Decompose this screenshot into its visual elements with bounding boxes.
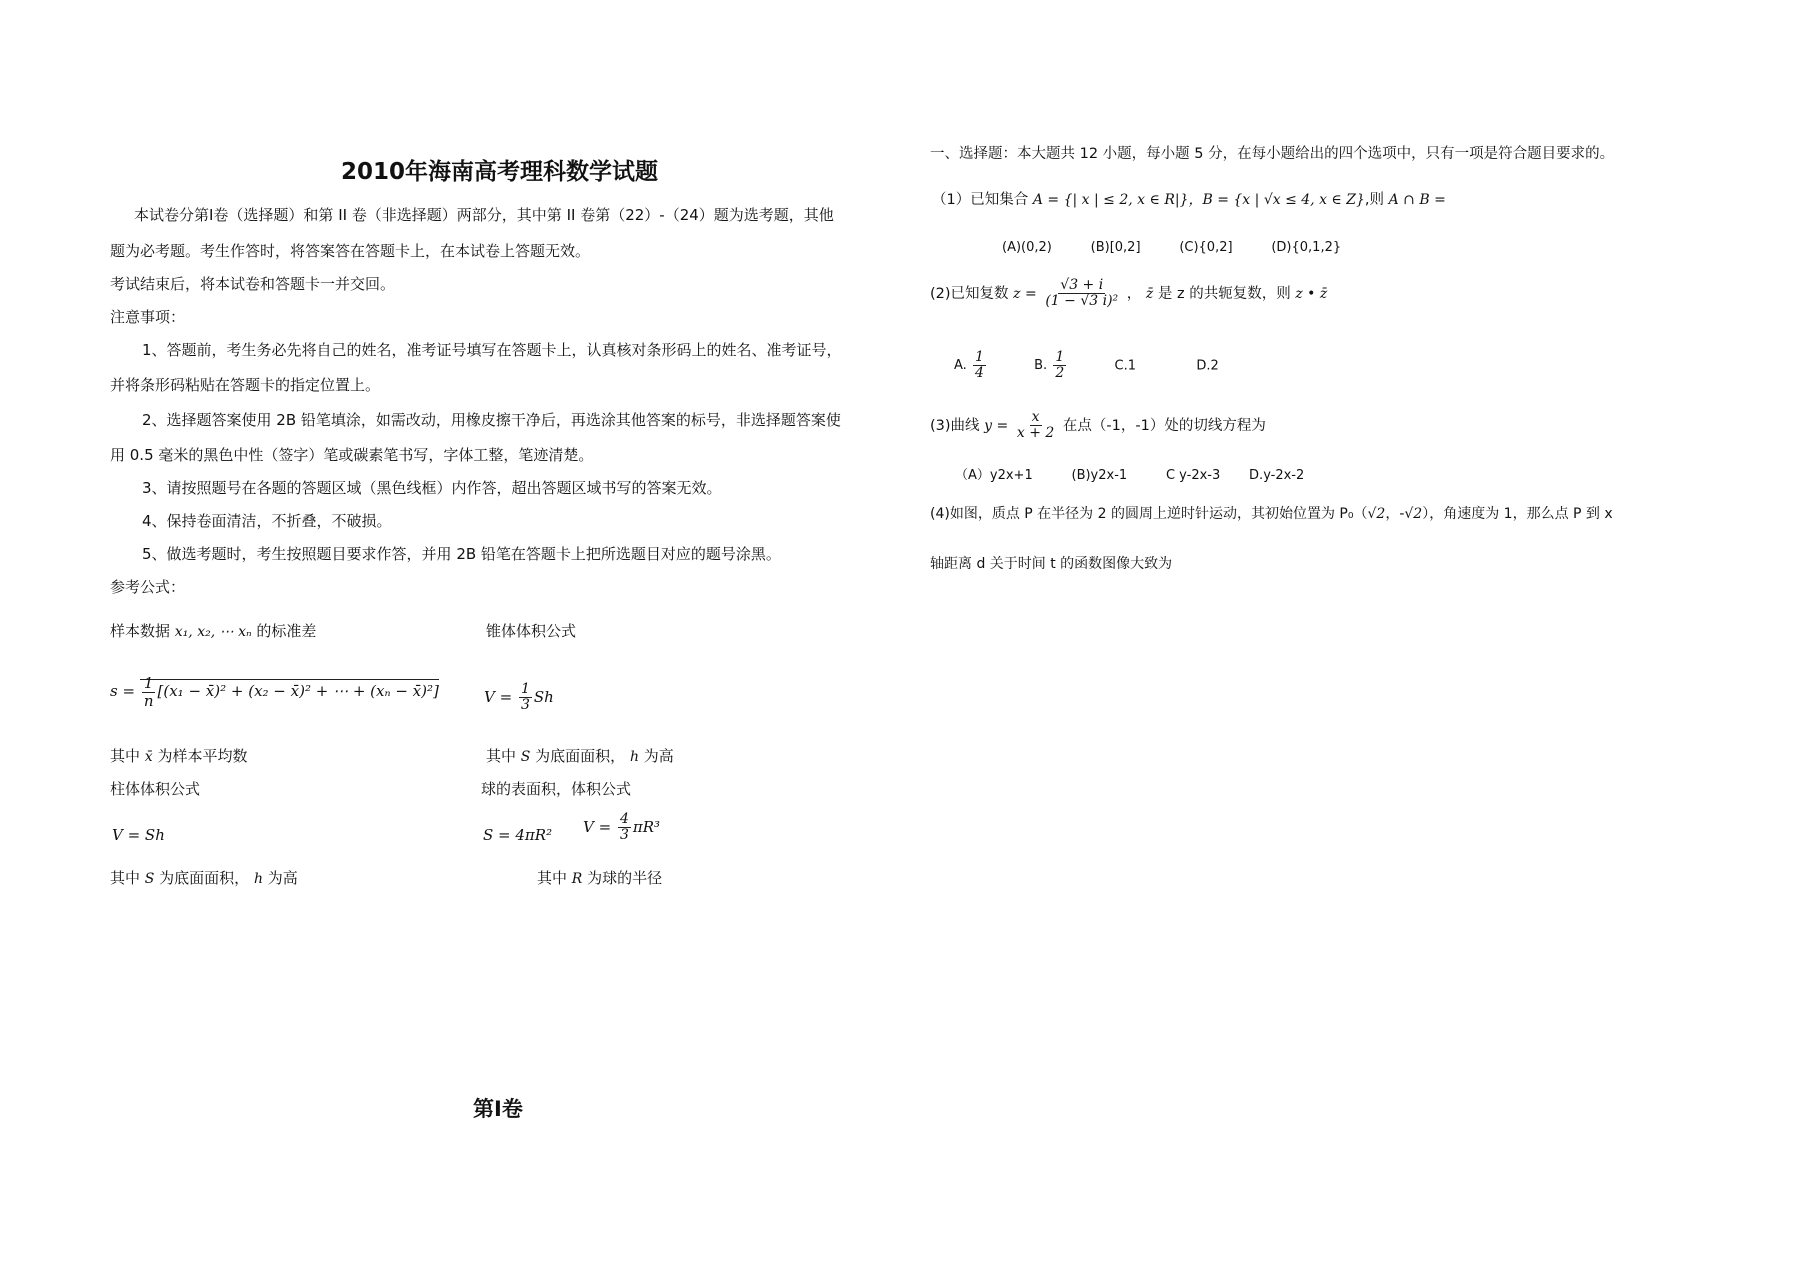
- intro-line-3: 考试结束后，将本试卷和答题卡一并交回。: [110, 275, 396, 293]
- question-4-line-1: (4)如图，质点 P 在半径为 2 的圆周上逆时针运动，其初始位置为 P₀（√2，-√2），角速度为 1，那么点 P 到 x: [930, 506, 1613, 522]
- question-1: （1）已知集合 A = {| x | ≤ 2, x ∈ R|}，B = {x | √x ≤ 4, x ∈ Z},则 A ∩ B =: [932, 192, 1446, 208]
- intro-line-2: 题为必考题。考生作答时，将答案答在答题卡上，在本试卷上答题无效。: [110, 242, 591, 260]
- cone-label: 锥体体积公式: [486, 622, 577, 640]
- page-title: 2010年海南高考理科数学试题: [341, 159, 659, 185]
- mean-note: 其中 x̄ 为样本平均数: [110, 747, 248, 765]
- q3-choice-a[interactable]: （A）y2x+1: [955, 468, 1033, 483]
- question-3-choices: [955, 464, 1338, 483]
- prism-formula: V = Sh: [112, 826, 165, 844]
- prism-note: 其中 S 为底面面积， h 为高: [110, 869, 298, 887]
- q2-choice-b[interactable]: B. $\frac{1}{2}$: [1034, 349, 1065, 382]
- cone-formula: V = $\frac{1}{3}$ Sh: [484, 681, 554, 714]
- question-2: (2)已知复数 z = $\frac{√3 + i}{\text{(1 − √3 i)²}}$ ， z̄ 是 z 的共轭复数，则 z • z̄: [930, 277, 1328, 310]
- intro-line-1: 本试卷分第Ⅰ卷（选择题）和第 II 卷（非选择题）两部分，其中第 II 卷第（22）-（24）题为选考题，其他: [134, 206, 834, 224]
- notice-1b: 并将条形码粘贴在答题卡的指定位置上。: [110, 376, 381, 394]
- notice-5: 5、做选考题时，考生按照题目要求作答，并用 2B 铅笔在答题卡上把所选题目对应的题号涂黑。: [142, 545, 781, 563]
- notice-2b: 用 0.5 毫米的黑色中性（签字）笔或碳素笔书写，字体工整，笔迹清楚。: [110, 446, 594, 464]
- q2-choice-a[interactable]: A. $\frac{1}{4}$: [954, 349, 984, 382]
- sample-vars: x₁, x₂, ⋯ xₙ: [174, 624, 252, 640]
- sphere-note: 其中 R 为球的半径: [537, 869, 663, 887]
- reference-heading: 参考公式：: [110, 578, 186, 596]
- notice-heading: 注意事项：: [110, 308, 186, 326]
- sphere-volume-formula: V = $\frac{4}{3}$ πR³: [583, 811, 661, 844]
- std-label: 样本数据 x₁, x₂, ⋯ xₙ 的标准差: [110, 622, 317, 640]
- notice-2a: 2、选择题答案使用 2B 铅笔填涂，如需改动，用橡皮擦干净后，再选涂其他答案的标号，非选择题答案使: [142, 411, 841, 429]
- sphere-label: 球的表面积，体积公式: [481, 780, 632, 798]
- q1-sets: A = {| x | ≤ 2, x ∈ R|}，B = {x | √x ≤ 4, x ∈ Z}: [1032, 192, 1365, 208]
- q1-choice-d[interactable]: (D){0,1,2}: [1271, 240, 1342, 255]
- q3-choice-c[interactable]: C y-2x-3: [1165, 468, 1221, 483]
- question-1-choices: [1002, 237, 1375, 255]
- q1-choice-c[interactable]: (C){0,2]: [1179, 240, 1233, 255]
- question-4-line-2: 轴距离 d 关于时间 t 的函数图像大致为: [930, 556, 1173, 572]
- q1-choice-a[interactable]: (A)(0,2): [1002, 240, 1052, 255]
- q3-choice-d[interactable]: D.y-2x-2: [1249, 468, 1305, 483]
- question-3: (3)曲线 y = $\frac{x}{x + 2}$ 在点（-1，-1）处的切线方程为: [930, 409, 1266, 442]
- notice-4: 4、保持卷面清洁，不折叠，不破损。: [142, 512, 392, 530]
- notice-3: 3、请按照题号在各题的答题区域（黑色线框）内作答，超出答题区域书写的答案无效。: [142, 479, 722, 497]
- std-formula: s = $\frac{1}{n}$ [(x₁ − x̄)² + (x₂ − x̄)² + ⋯ + (xₙ − x̄)²]: [110, 674, 439, 710]
- notice-1a: 1、答题前，考生务必先将自己的姓名，准考证号填写在答题卡上，认真核对条形码上的姓名、准考证号，: [142, 341, 842, 359]
- section-one-heading: 一、选择题：本大题共 12 小题，每小题 5 分，在每小题给出的四个选项中，只有一项是符合题目要求的。: [930, 146, 1615, 162]
- cone-note: 其中 S 为底面面积， h 为高: [486, 747, 674, 765]
- part-one-title: 第Ⅰ卷: [473, 1097, 523, 1121]
- prism-label: 柱体体积公式: [110, 780, 201, 798]
- q3-choice-b[interactable]: (B)y2x-1: [1071, 468, 1128, 483]
- q2-choice-d[interactable]: D.2: [1196, 358, 1219, 374]
- q1-choice-b[interactable]: (B)[0,2]: [1090, 240, 1141, 255]
- q2-choice-c[interactable]: C.1: [1114, 358, 1137, 374]
- sphere-area-formula: S = 4πR²: [483, 826, 553, 844]
- question-2-choices: [954, 350, 1219, 382]
